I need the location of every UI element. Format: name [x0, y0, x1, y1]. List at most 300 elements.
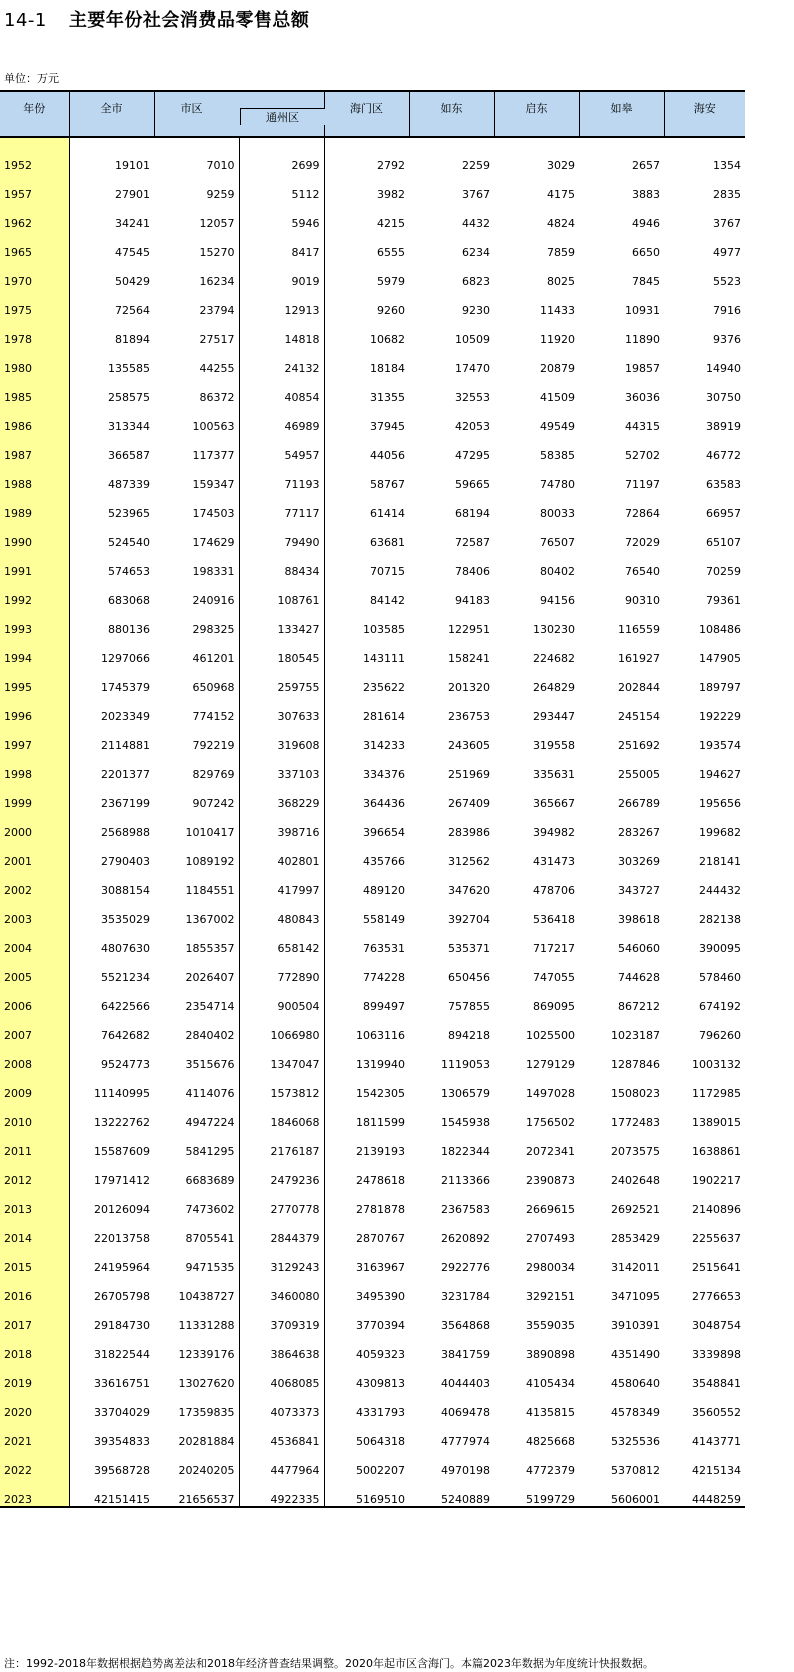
cell-tongzhou: 79490: [239, 520, 324, 549]
cell-year: 2006: [0, 984, 69, 1013]
cell-rudong: 94183: [455, 594, 490, 607]
cell-year: 2000: [0, 810, 69, 839]
cell-tongzhou: 337103: [239, 752, 324, 781]
cell-year: 2022: [0, 1448, 69, 1477]
table-row: [0, 1071, 745, 1100]
cell-year: 2002: [0, 868, 69, 897]
cell-total: 3535029: [101, 913, 150, 926]
cell-haimen: 1811599: [324, 1100, 409, 1129]
cell-haimen: 63681: [324, 520, 409, 549]
table-row: [0, 607, 745, 636]
cell-total: 683068: [108, 594, 150, 607]
cell-total: 11140995: [94, 1087, 150, 1100]
cell-rudong: 72587: [455, 536, 490, 549]
cell-year: 2008: [0, 1042, 69, 1071]
cell-rugao: 5325536: [611, 1435, 660, 1448]
cell-rudong: 3231784: [441, 1290, 490, 1303]
cell-rugao: 4578349: [611, 1406, 660, 1419]
cell-rudong: 2922776: [441, 1261, 490, 1274]
cell-total: 2114881: [101, 739, 150, 752]
cell-haian: 3548841: [692, 1377, 741, 1390]
cell-haimen: 4215: [324, 201, 409, 230]
cell-tongzhou: 900504: [239, 984, 324, 1013]
cell-haian: 9376: [713, 333, 741, 346]
cell-haimen: 44056: [324, 433, 409, 462]
cell-tongzhou: 4477964: [239, 1448, 324, 1477]
cell-qidong: 74780: [540, 478, 575, 491]
cell-rugao: 202844: [618, 681, 660, 694]
cell-tongzhou: 2699: [239, 137, 324, 172]
cell-haimen: 4331793: [324, 1390, 409, 1419]
table-row: [0, 1129, 745, 1158]
cell-year: 2007: [0, 1013, 69, 1042]
cell-rudong: 5240889: [409, 1477, 494, 1507]
cell-qidong: 478706: [533, 884, 575, 897]
cell-city: 12057: [199, 217, 235, 230]
cell-haian: 147905: [699, 652, 741, 665]
cell-rudong: 894218: [448, 1029, 490, 1042]
table-row: [0, 578, 745, 607]
cell-total: 42151415: [69, 1477, 154, 1507]
cell-rudong: 1306579: [441, 1087, 490, 1100]
cell-qidong: 293447: [533, 710, 575, 723]
cell-city: 2354714: [185, 1000, 235, 1013]
cell-rudong: 251969: [448, 768, 490, 781]
cell-city: 7010: [206, 159, 235, 172]
cell-rugao: 10931: [625, 304, 660, 317]
cell-haian: 1389015: [692, 1116, 741, 1129]
cell-rudong: 201320: [448, 681, 490, 694]
cell-haimen: 4059323: [324, 1332, 409, 1361]
cell-total: 20126094: [94, 1203, 150, 1216]
table-row: [0, 462, 745, 491]
cell-haimen: 1319940: [324, 1042, 409, 1071]
cell-year: 2003: [0, 897, 69, 926]
cell-haimen: 5169510: [324, 1477, 409, 1507]
cell-total: 2023349: [101, 710, 150, 723]
cell-haimen: 1063116: [324, 1013, 409, 1042]
cell-city: 1089192: [185, 855, 235, 868]
cell-rudong: 47295: [455, 449, 490, 462]
cell-haian: 7916: [713, 304, 741, 317]
table-row: [0, 346, 745, 375]
cell-total: 34241: [115, 217, 150, 230]
cell-tongzhou: 4068085: [239, 1361, 324, 1390]
cell-tongzhou: 9019: [239, 259, 324, 288]
header-haimen: 海门区: [324, 91, 409, 137]
cell-tongzhou: 133427: [239, 607, 324, 636]
cell-rudong: 3767: [462, 188, 490, 201]
cell-rugao: 343727: [618, 884, 660, 897]
cell-rugao: 744628: [618, 971, 660, 984]
cell-rudong: 650456: [448, 971, 490, 984]
cell-haian: 189797: [699, 681, 741, 694]
cell-rugao: 116559: [618, 623, 660, 636]
cell-rugao: 1023187: [611, 1029, 660, 1042]
cell-city: 16234: [199, 275, 235, 288]
table-row: [0, 1332, 745, 1361]
cell-haian: 3560552: [692, 1406, 741, 1419]
cell-haian: 63583: [706, 478, 741, 491]
cell-total: 9524773: [101, 1058, 150, 1071]
header-rugao: 如皋: [579, 91, 664, 137]
table-row: [0, 259, 745, 288]
cell-rugao: 1287846: [611, 1058, 660, 1071]
cell-total: 1745379: [101, 681, 150, 694]
cell-total: 26705798: [94, 1290, 150, 1303]
cell-city: 829769: [192, 768, 235, 781]
cell-rudong: 59665: [455, 478, 490, 491]
cell-qidong: 869095: [533, 1000, 575, 1013]
cell-city: 298325: [192, 623, 235, 636]
cell-rugao: 251692: [618, 739, 660, 752]
cell-city: 27517: [199, 333, 235, 346]
cell-qidong: 11433: [540, 304, 575, 317]
cell-rudong: 122951: [448, 623, 490, 636]
cell-rugao: 245154: [618, 710, 660, 723]
table-row: [0, 172, 745, 201]
cell-rugao: 52702: [625, 449, 660, 462]
table-row: [0, 433, 745, 462]
cell-haimen: 2792: [324, 137, 409, 172]
cell-rugao: 4946: [632, 217, 660, 230]
cell-city: 21656537: [154, 1477, 239, 1507]
table-row: [0, 375, 745, 404]
cell-tongzhou: 2479236: [239, 1158, 324, 1187]
cell-year: 2016: [0, 1274, 69, 1303]
cell-rudong: 1119053: [441, 1058, 490, 1071]
cell-rugao: 36036: [625, 391, 660, 404]
cell-city: 159347: [192, 478, 235, 491]
cell-total: 39568728: [94, 1464, 150, 1477]
page-title: [4, 6, 309, 32]
cell-qidong: 319558: [533, 739, 575, 752]
cell-qidong: 224682: [533, 652, 575, 665]
cell-qidong: 536418: [533, 913, 575, 926]
cell-city: 2840402: [185, 1029, 235, 1042]
table-header-row: [0, 91, 745, 137]
cell-total: 7642682: [101, 1029, 150, 1042]
cell-total: 22013758: [94, 1232, 150, 1245]
table-row: [0, 404, 745, 433]
cell-qidong: 264829: [533, 681, 575, 694]
cell-year: 1988: [0, 462, 69, 491]
cell-rudong: 1545938: [441, 1116, 490, 1129]
cell-qidong: 3559035: [526, 1319, 575, 1332]
cell-qidong: 80033: [540, 507, 575, 520]
cell-rugao: 4580640: [611, 1377, 660, 1390]
cell-total: 15587609: [94, 1145, 150, 1158]
cell-haian: 796260: [699, 1029, 741, 1042]
cell-qidong: 1497028: [526, 1087, 575, 1100]
cell-haimen: 5979: [324, 259, 409, 288]
header-city: 市区: [180, 102, 203, 115]
table-row: [0, 1158, 745, 1187]
cell-haimen: 5064318: [324, 1419, 409, 1448]
cell-year: 1980: [0, 346, 69, 375]
cell-tongzhou: 180545: [239, 636, 324, 665]
cell-tongzhou: 398716: [239, 810, 324, 839]
cell-rugao: 3910391: [611, 1319, 660, 1332]
cell-haimen: 2781878: [324, 1187, 409, 1216]
table-row: [0, 1361, 745, 1390]
cell-rugao: 72864: [625, 507, 660, 520]
cell-haian: 66957: [706, 507, 741, 520]
cell-rudong: 757855: [448, 1000, 490, 1013]
cell-haimen: 396654: [324, 810, 409, 839]
cell-year: 2018: [0, 1332, 69, 1361]
cell-total: 29184730: [94, 1319, 150, 1332]
cell-rudong: 283986: [448, 826, 490, 839]
cell-total: 2568988: [101, 826, 150, 839]
cell-qidong: 4135815: [526, 1406, 575, 1419]
cell-haimen: 489120: [324, 868, 409, 897]
cell-year: 2012: [0, 1158, 69, 1187]
cell-tongzhou: 4922335: [239, 1477, 324, 1507]
cell-rudong: 243605: [448, 739, 490, 752]
cell-city: 240916: [192, 594, 235, 607]
cell-haimen: 364436: [324, 781, 409, 810]
cell-haimen: 31355: [324, 375, 409, 404]
cell-rugao: 4351490: [611, 1348, 660, 1361]
cell-tongzhou: 307633: [239, 694, 324, 723]
cell-rudong: 4432: [462, 217, 490, 230]
cell-rudong: 392704: [448, 913, 490, 926]
cell-haian: 3767: [713, 217, 741, 230]
cell-year: 1989: [0, 491, 69, 520]
cell-qidong: 80402: [540, 565, 575, 578]
cell-haian: 195656: [699, 797, 741, 810]
cell-total: 5521234: [101, 971, 150, 984]
cell-rugao: 398618: [618, 913, 660, 926]
cell-city: 1855357: [185, 942, 235, 955]
cell-haian: 2515641: [692, 1261, 741, 1274]
header-year: 年份: [0, 91, 69, 137]
cell-total: 313344: [108, 420, 150, 433]
cell-haian: 192229: [699, 710, 741, 723]
cell-total: 17971412: [94, 1174, 150, 1187]
cell-qidong: 130230: [533, 623, 575, 636]
table-row: [0, 926, 745, 955]
table-number: 14-1: [4, 10, 47, 31]
cell-haian: 4215134: [692, 1464, 741, 1477]
table-row: [0, 839, 745, 868]
cell-city: 4114076: [185, 1087, 235, 1100]
cell-tongzhou: 3864638: [239, 1332, 324, 1361]
cell-total: 487339: [108, 478, 150, 491]
cell-haian: 14940: [706, 362, 741, 375]
cell-tongzhou: 658142: [239, 926, 324, 955]
table-row: [0, 1187, 745, 1216]
cell-haimen: 6555: [324, 230, 409, 259]
cell-year: 1993: [0, 607, 69, 636]
cell-tongzhou: 480843: [239, 897, 324, 926]
cell-haian: 578460: [699, 971, 741, 984]
cell-haimen: 61414: [324, 491, 409, 520]
cell-total: 47545: [115, 246, 150, 259]
cell-haimen: 558149: [324, 897, 409, 926]
cell-haian: 199682: [699, 826, 741, 839]
header-rudong: 如东: [409, 91, 494, 137]
cell-rugao: 19857: [625, 362, 660, 375]
table-title: 主要年份社会消费品零售总额: [68, 10, 310, 31]
cell-rudong: 4970198: [441, 1464, 490, 1477]
cell-haimen: 70715: [324, 549, 409, 578]
cell-total: 1297066: [101, 652, 150, 665]
cell-city: 174503: [192, 507, 235, 520]
cell-total: 27901: [115, 188, 150, 201]
table-row: [0, 723, 745, 752]
cell-total: 3088154: [101, 884, 150, 897]
cell-year: 2010: [0, 1100, 69, 1129]
cell-city: 10438727: [178, 1290, 235, 1303]
table-row: [0, 1419, 745, 1448]
cell-rugao: 90310: [625, 594, 660, 607]
table-row: [0, 665, 745, 694]
cell-rudong: 2113366: [441, 1174, 490, 1187]
cell-haian: 4448259: [664, 1477, 745, 1507]
cell-city: 1367002: [185, 913, 235, 926]
cell-year: 1990: [0, 520, 69, 549]
cell-haimen: 37945: [324, 404, 409, 433]
cell-qidong: 2669615: [526, 1203, 575, 1216]
cell-qidong: 1756502: [526, 1116, 575, 1129]
cell-haimen: 281614: [324, 694, 409, 723]
cell-year: 2021: [0, 1419, 69, 1448]
table-row: [0, 1245, 745, 1274]
cell-tongzhou: 319608: [239, 723, 324, 752]
cell-haian: 4143771: [692, 1435, 741, 1448]
cell-haimen: 899497: [324, 984, 409, 1013]
cell-tongzhou: 3129243: [239, 1245, 324, 1274]
cell-qidong: 2072341: [526, 1145, 575, 1158]
cell-qidong: 5199729: [494, 1477, 579, 1507]
cell-haian: 193574: [699, 739, 741, 752]
cell-haimen: 58767: [324, 462, 409, 491]
cell-rugao: 11890: [625, 333, 660, 346]
cell-rudong: 78406: [455, 565, 490, 578]
cell-qidong: 3292151: [526, 1290, 575, 1303]
cell-qidong: 58385: [540, 449, 575, 462]
table-row: [0, 230, 745, 259]
cell-total: 2790403: [101, 855, 150, 868]
cell-tongzhou: 88434: [239, 549, 324, 578]
cell-rugao: 76540: [625, 565, 660, 578]
cell-qidong: 11920: [540, 333, 575, 346]
cell-haian: 2140896: [692, 1203, 741, 1216]
cell-city: 17359835: [178, 1406, 235, 1419]
cell-haian: 194627: [699, 768, 741, 781]
cell-rugao: 283267: [618, 826, 660, 839]
cell-haimen: 3495390: [324, 1274, 409, 1303]
retail-sales-table: [0, 90, 745, 1508]
cell-year: 2015: [0, 1245, 69, 1274]
cell-qidong: 4824: [547, 217, 575, 230]
cell-total: 13222762: [94, 1116, 150, 1129]
cell-tongzhou: 40854: [239, 375, 324, 404]
cell-year: 1986: [0, 404, 69, 433]
cell-haian: 108486: [699, 623, 741, 636]
cell-qidong: 2390873: [526, 1174, 575, 1187]
cell-rugao: 3883: [632, 188, 660, 201]
cell-rudong: 2259: [462, 159, 490, 172]
table-row: [0, 781, 745, 810]
cell-haian: 79361: [706, 594, 741, 607]
cell-year: 1962: [0, 201, 69, 230]
cell-total: 24195964: [94, 1261, 150, 1274]
cell-haian: 3048754: [692, 1319, 741, 1332]
cell-qidong: 8025: [547, 275, 575, 288]
cell-qidong: 3029: [547, 159, 575, 172]
cell-total: 81894: [115, 333, 150, 346]
cell-total: 2367199: [101, 797, 150, 810]
cell-haimen: 18184: [324, 346, 409, 375]
cell-tongzhou: 46989: [239, 404, 324, 433]
table-row: [0, 1448, 745, 1477]
cell-haimen: 435766: [324, 839, 409, 868]
cell-year: 2023: [0, 1477, 69, 1507]
cell-total: 50429: [115, 275, 150, 288]
cell-rugao: 72029: [625, 536, 660, 549]
cell-haian: 2776653: [692, 1290, 741, 1303]
cell-qidong: 4772379: [526, 1464, 575, 1477]
cell-rudong: 68194: [455, 507, 490, 520]
cell-rugao: 3142011: [611, 1261, 660, 1274]
table-row: [0, 897, 745, 926]
cell-qidong: 20879: [540, 362, 575, 375]
cell-year: 2017: [0, 1303, 69, 1332]
cell-rugao: 303269: [618, 855, 660, 868]
cell-tongzhou: 368229: [239, 781, 324, 810]
cell-rudong: 535371: [448, 942, 490, 955]
cell-year: 2005: [0, 955, 69, 984]
cell-rudong: 32553: [455, 391, 490, 404]
cell-tongzhou: 2770778: [239, 1187, 324, 1216]
cell-tongzhou: 108761: [239, 578, 324, 607]
cell-haian: 1354: [713, 159, 741, 172]
table-row: [0, 1390, 745, 1419]
cell-rudong: 10509: [455, 333, 490, 346]
table-row: [0, 984, 745, 1013]
cell-tongzhou: 1846068: [239, 1100, 324, 1129]
cell-rudong: 2620892: [441, 1232, 490, 1245]
cell-qidong: 4105434: [526, 1377, 575, 1390]
cell-tongzhou: 12913: [239, 288, 324, 317]
cell-tongzhou: 3460080: [239, 1274, 324, 1303]
cell-tongzhou: 24132: [239, 346, 324, 375]
cell-qidong: 2707493: [526, 1232, 575, 1245]
cell-tongzhou: 1347047: [239, 1042, 324, 1071]
table-row: [0, 201, 745, 230]
cell-tongzhou: 5112: [239, 172, 324, 201]
cell-city: 23794: [199, 304, 235, 317]
header-tongzhou: 通州区: [240, 108, 325, 125]
cell-rugao: 44315: [625, 420, 660, 433]
cell-rudong: 1822344: [441, 1145, 490, 1158]
cell-haian: 4977: [713, 246, 741, 259]
cell-rudong: 4777974: [441, 1435, 490, 1448]
cell-total: 574653: [108, 565, 150, 578]
cell-rudong: 6823: [462, 275, 490, 288]
cell-haian: 70259: [706, 565, 741, 578]
cell-haian: 282138: [699, 913, 741, 926]
cell-rugao: 2692521: [611, 1203, 660, 1216]
cell-city: 9259: [206, 188, 235, 201]
cell-city: 100563: [192, 420, 235, 433]
cell-haimen: 3770394: [324, 1303, 409, 1332]
header-qidong: 启东: [494, 91, 579, 137]
cell-haimen: 3982: [324, 172, 409, 201]
